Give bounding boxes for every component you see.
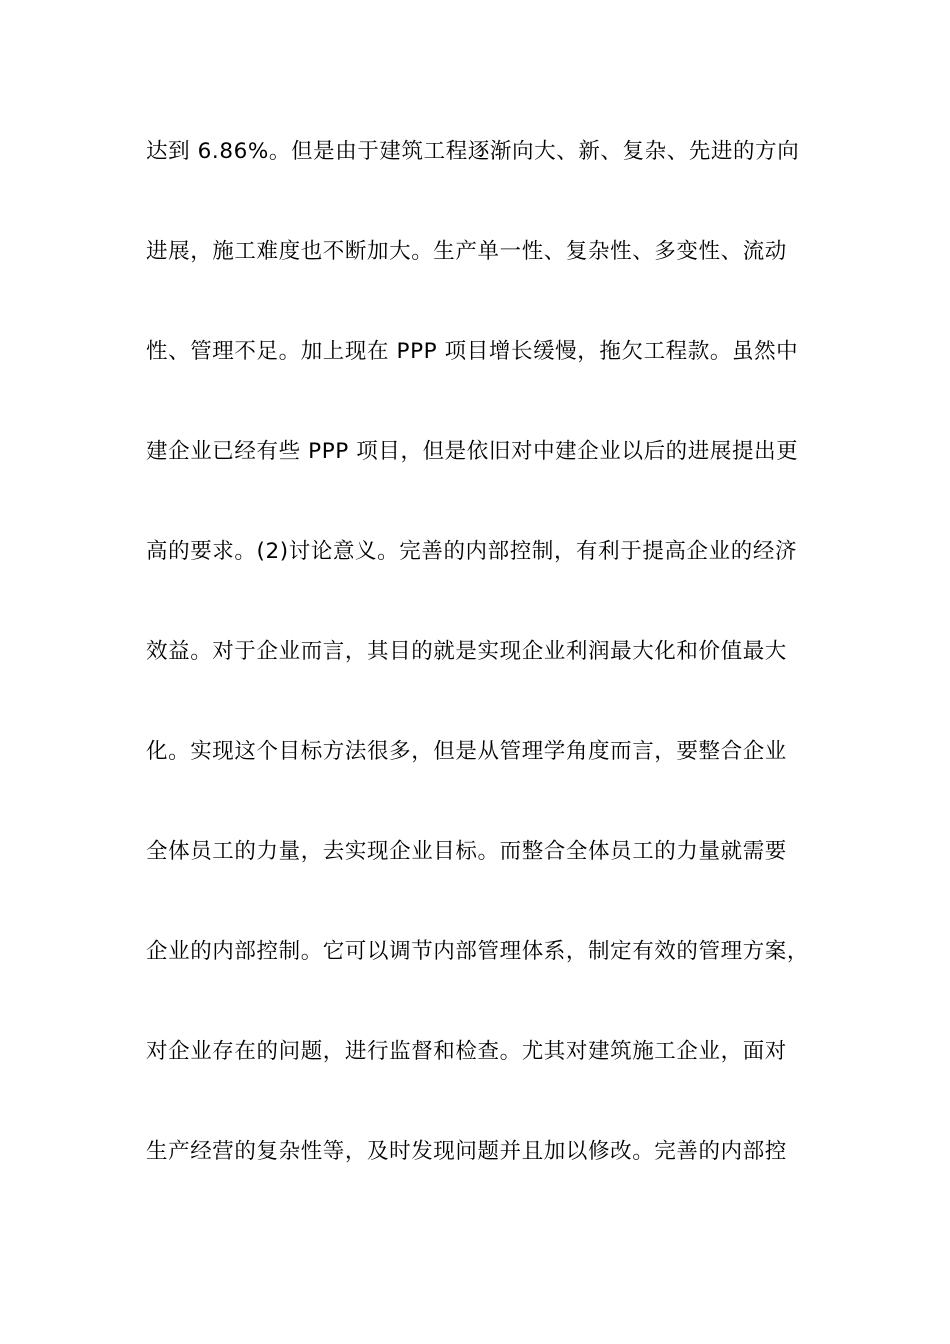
- text-line-4: 建企业已经有些 PPP 项目，但是依旧对中建企业以后的进展提出更: [146, 439, 799, 464]
- text-line-7: 化。实现这个目标方法很多，但是从管理学角度而言，要整合企业: [146, 739, 787, 764]
- text-line-9: 企业的内部控制。它可以调节内部管理体系，制定有效的管理方案，: [146, 939, 810, 964]
- text-line-6: 效益。对于企业而言，其目的就是实现企业利润最大化和价值最大: [146, 639, 787, 664]
- text-line-11: 生产经营的复杂性等，及时发现问题并且加以修改。完善的内部控: [146, 1139, 787, 1164]
- text-line-1: 达到 6.86%。但是由于建筑工程逐渐向大、新、复杂、先进的方向: [146, 139, 800, 164]
- text-line-8: 全体员工的力量，去实现企业目标。而整合全体员工的力量就需要: [146, 839, 787, 864]
- text-line-10: 对企业存在的问题，进行监督和检查。尤其对建筑施工企业，面对: [146, 1039, 787, 1064]
- body-text: [146, 130, 836, 1230]
- text-line-3: 性、管理不足。加上现在 PPP 项目增长缓慢，拖欠工程款。虽然中: [146, 339, 799, 364]
- text-line-5: 高的要求。(2)讨论意义。完善的内部控制，有利于提高企业的经济: [146, 539, 798, 564]
- text-line-2: 进展，施工难度也不断加大。生产单一性、复杂性、多变性、流动: [146, 239, 787, 264]
